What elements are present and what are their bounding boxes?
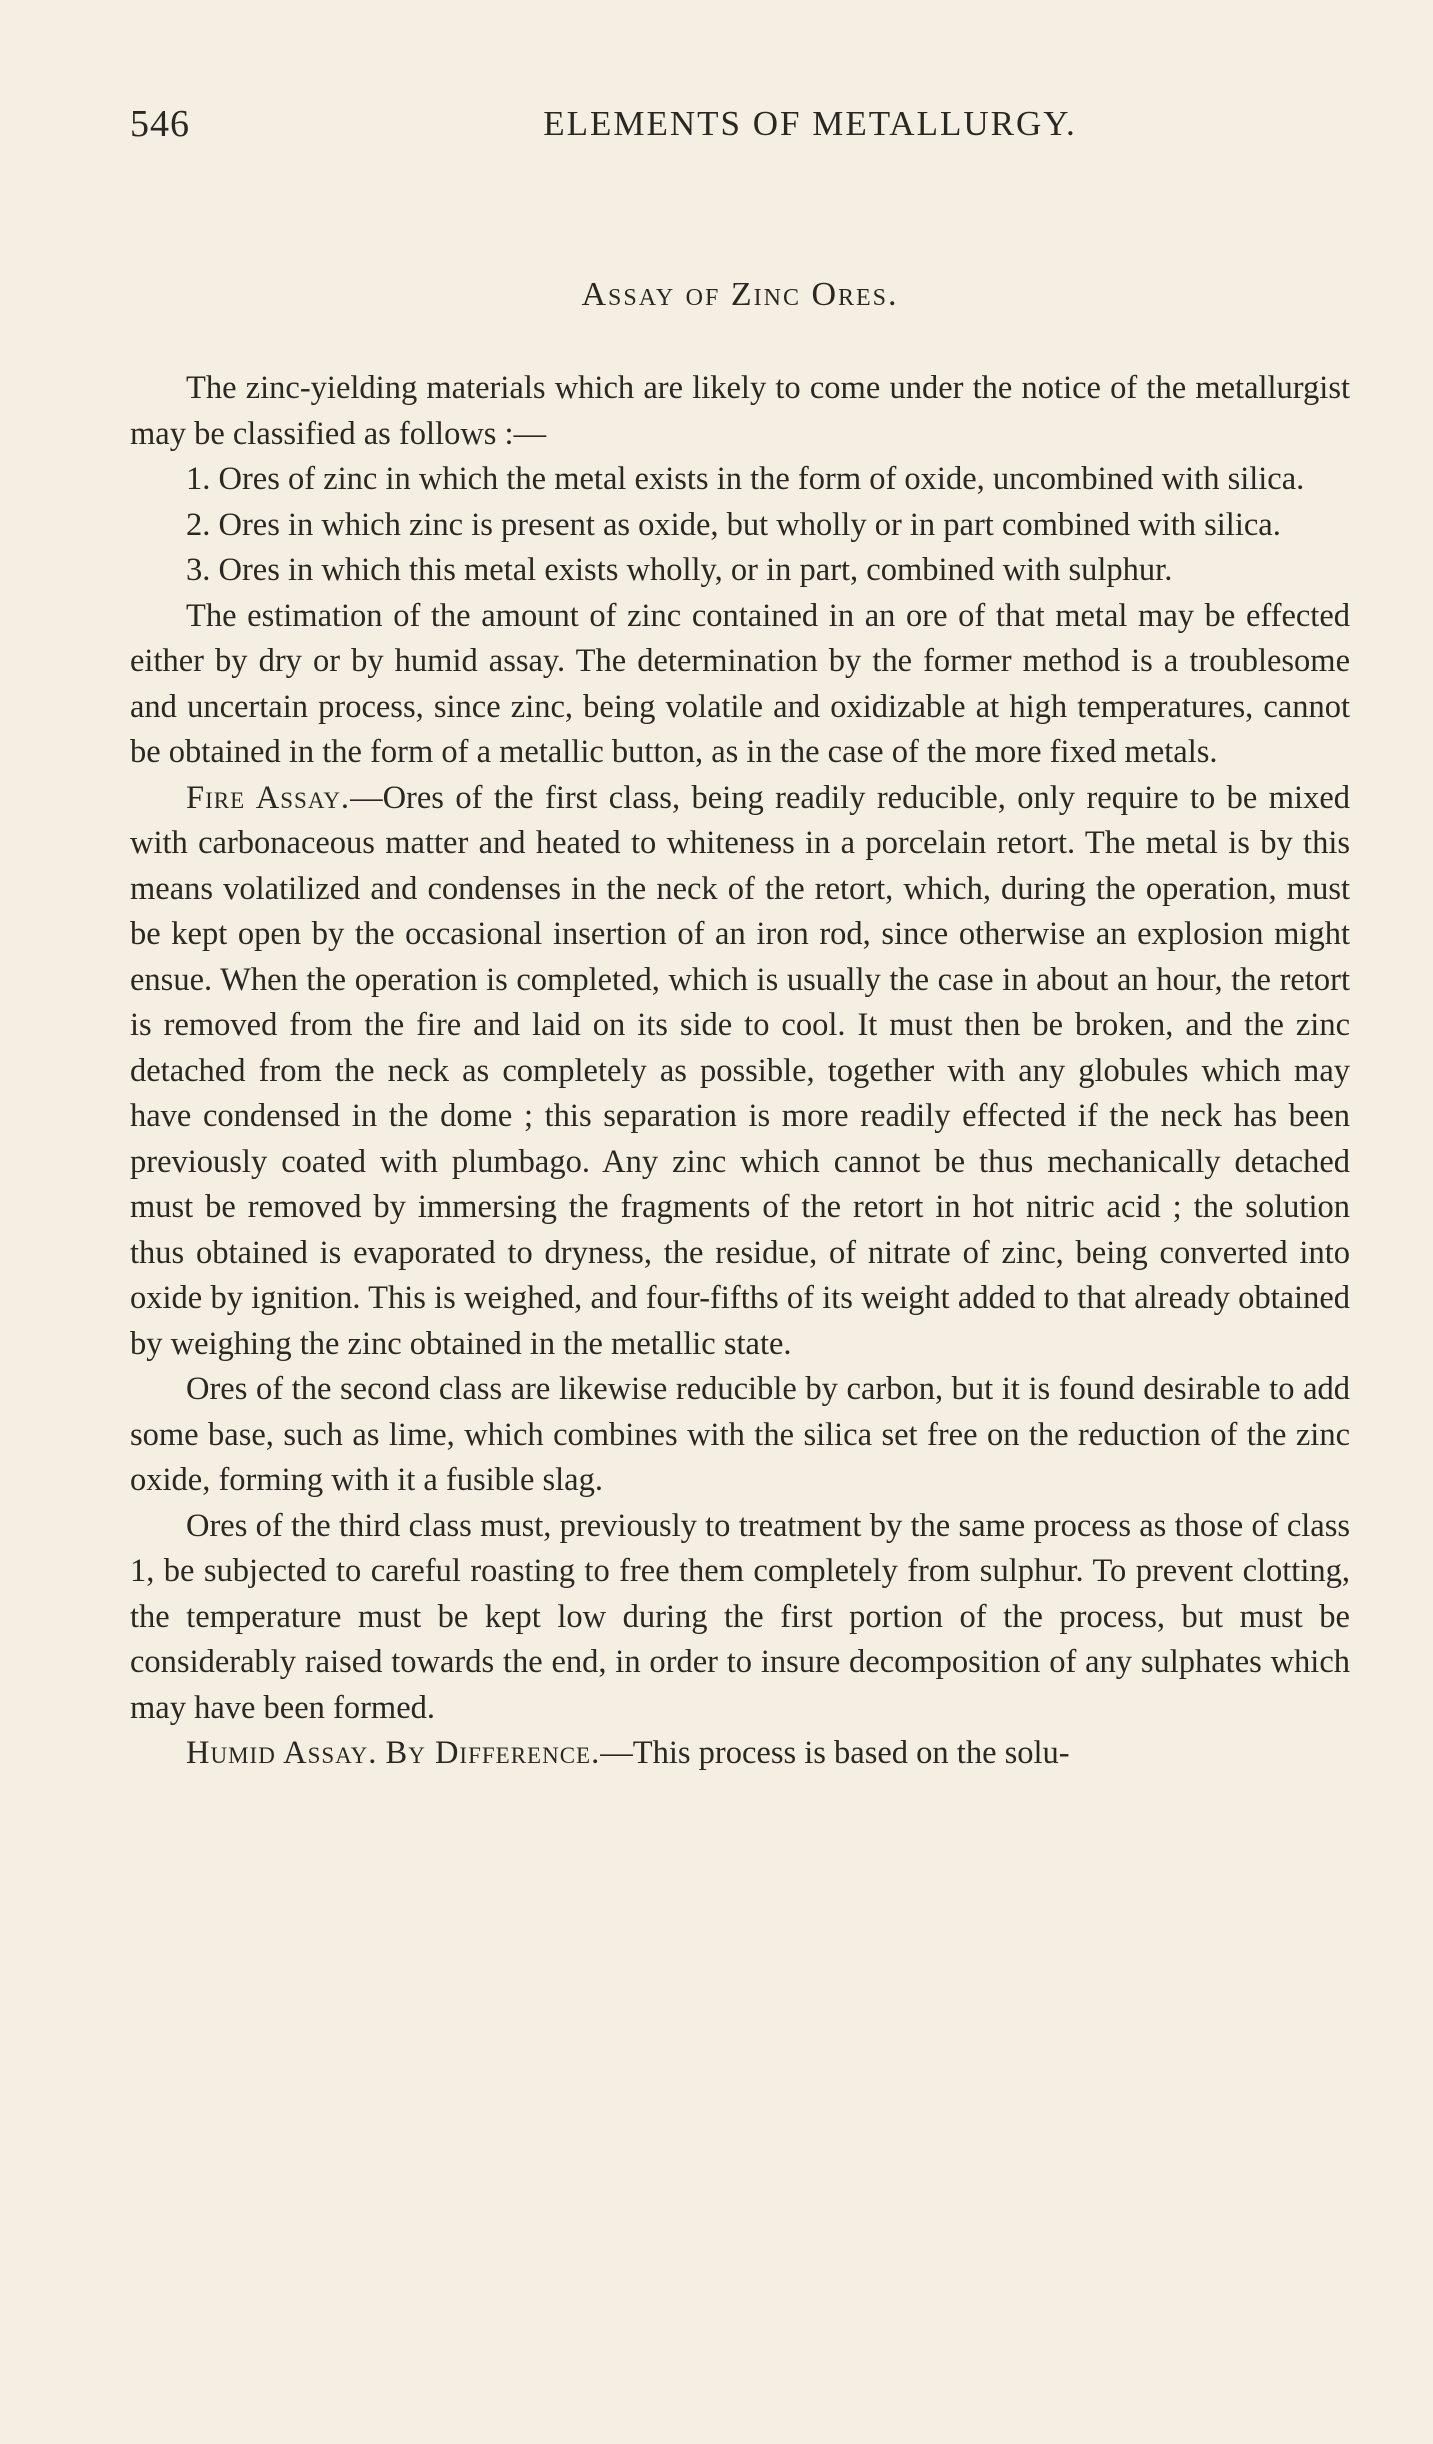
paragraph-humid-assay — [130, 1731, 1350, 1777]
book-page — [130, 0, 1350, 2444]
by-difference-heading: By Difference. — [385, 1735, 601, 1771]
paragraph-text: Ores of the second class are likewise reducible by carbon, but it is found desirable to add some base, such as lime, which combines with the silica set free on the reduction of the zinc oxide, forming with it a fusible slag. — [130, 1371, 1350, 1498]
paragraph-text: —This process is based on the solu- — [600, 1735, 1070, 1771]
paragraph-fire-assay — [130, 776, 1350, 1368]
paragraph-class-3 — [130, 548, 1350, 594]
paragraph-third-class — [130, 1504, 1350, 1732]
paragraph-class-1 — [130, 457, 1350, 503]
paragraph-estimation — [130, 594, 1350, 776]
paragraph-text: 3. Ores in which this metal exists wholly, or in part, combined with sulphur. — [186, 552, 1173, 588]
paragraph-text: The estimation of the amount of zinc contained in an ore of that metal may be effected either by dry or by humid assay. The determination by the former method is a troublesome and uncertain process, since zinc, being volatile and oxidizable at high temperatures, cannot be obtained in the form of a metallic button, as in the case of the more fixed metals. — [130, 597, 1350, 770]
section-title: Assay of Zinc Ores. — [581, 276, 899, 313]
paragraph-second-class — [130, 1367, 1350, 1504]
paragraph-text: Ores of the third class must, previously to treatment by the same process as those of class 1, be subjected to careful roasting to free them completely from sulphur. To prevent clotting, the temperature must be kept low during the first portion of the process, but must be considerably raised towards the end, in order to insure decomposition of any sulphates which may have been formed. — [130, 1507, 1350, 1726]
body-text — [130, 366, 1350, 1777]
page-number: 546 — [130, 103, 190, 145]
paragraph-text: —Ores of the first class, being readily reducible, only require to be mixed with carbonaceous matter and heated to whiteness in a porcelain retort. The metal is by this means volatilized and condenses in the neck of the retort, which, during the operation, must be kept open by the occasional insertion of an iron rod, since otherwise an explosion might ensue. When the operation is completed, which is usually the case in about an hour, the retort is removed from the fire and laid on its side to cool. It must then be broken, and the zinc detached from the neck as completely as possible, together with any globules which may have condensed in the dome ; this separation is more readily effected if the neck has been previously coated with plumbago. Any zinc which cannot be thus mechanically detached must be removed by immersing the fragments of the retort in hot nitric acid ; the solution thus obtained is evaporated to dryness, the residue, of nitrate of zinc, being converted into oxide by ignition. This is weighed, and four-fifths of its weight added to that already obtained by weighing the zinc obtained in the metallic state. — [130, 779, 1350, 1362]
paragraph-class-2 — [130, 503, 1350, 549]
paragraph-intro — [130, 366, 1350, 457]
paragraph-text: 1. Ores of zinc in which the metal exists in the form of oxide, uncombined with silica. — [186, 461, 1305, 497]
paragraph-text: The zinc-yielding materials which are likely to come under the notice of the metallurgist may be classified as follows :— — [130, 370, 1350, 452]
paragraph-text: 2. Ores in which zinc is present as oxide, but wholly or in part combined with silica. — [186, 506, 1281, 543]
humid-assay-heading: Humid Assay. — [186, 1735, 378, 1771]
running-head — [130, 102, 1350, 162]
fire-assay-heading: Fire Assay. — [186, 779, 351, 816]
running-title: ELEMENTS OF METALLURGY. — [543, 104, 1077, 143]
